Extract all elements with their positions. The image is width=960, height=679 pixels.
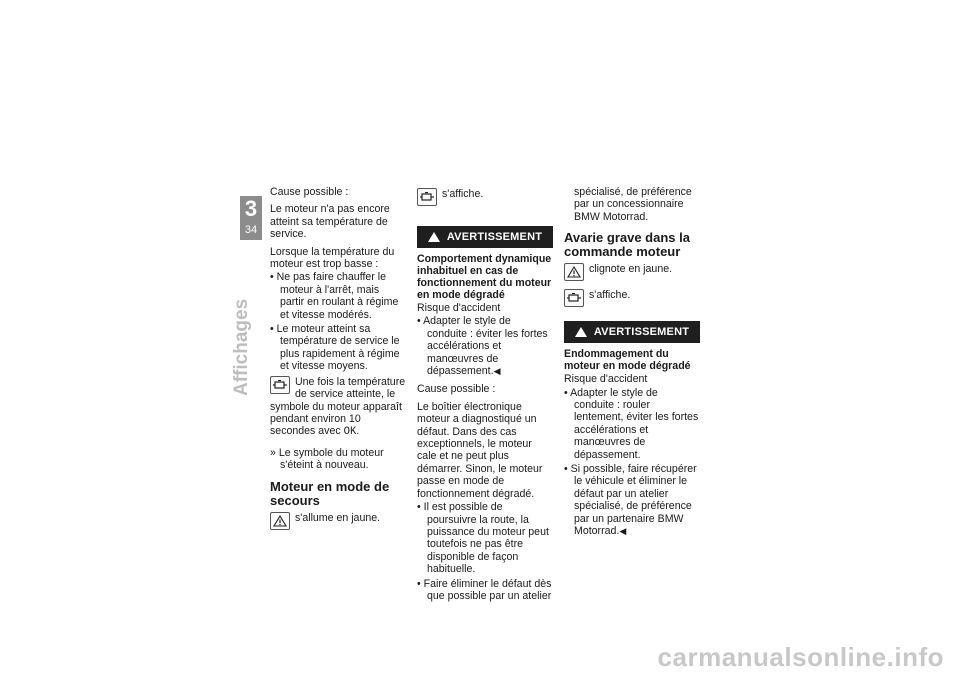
cause-text: Le moteur n'a pas encore atteint sa température de service. <box>270 203 390 241</box>
column-3 <box>564 186 700 540</box>
list-item: • Ne pas faire chauffer le moteur à l'arrêt, mais partir en roulant à régime et vitesse modérés. <box>270 271 399 321</box>
warning-title: Endommagement du moteur en mode dégradé <box>564 348 691 373</box>
warning-icon <box>428 232 440 242</box>
list-item: • Adapter le style de conduite : rouler lentement, éviter les fortes accélérations et manœuvres de dépassement. <box>564 386 699 461</box>
result-text: » Le symbole du moteur s'éteint à nouveau. <box>270 446 384 472</box>
section-title: Affichages <box>231 298 252 396</box>
warning-banner: AVERTISSEMENT <box>417 226 553 248</box>
warning-icon <box>575 327 587 337</box>
continued-text: spécialisé, de préférence par un concessionnaire BMW Motorrad. <box>574 186 692 223</box>
column-1 <box>270 186 406 534</box>
cause-heading: Cause possible : <box>417 383 496 396</box>
cause-text: Le boîtier électronique moteur a diagnostiqué un défaut. Dans des cas exceptionnels, le moteur cale et ne peut plus démarrer. Sinon, le moteur passe en mode de fonctionnement dégradé. <box>417 400 543 500</box>
risk-text: Risque d'accident <box>417 302 501 314</box>
chapter-number: 3 <box>244 196 258 221</box>
warning-line: clignote en jaune. <box>564 263 700 281</box>
warning-triangle-icon <box>564 263 584 281</box>
column-2 <box>417 186 553 604</box>
engine-icon <box>564 289 584 307</box>
engine-line: s'affiche. <box>564 289 700 307</box>
engine-icon <box>417 188 437 206</box>
page-number: 34 <box>244 224 258 236</box>
ok-text: OK <box>343 426 357 439</box>
engine-line: s'affiche. <box>417 188 553 206</box>
end-mark-icon: ◀ <box>619 526 627 537</box>
cause-heading: Cause possible : <box>270 186 349 198</box>
warning-line: s'allume en jaune. <box>270 512 406 530</box>
list-item: • Le moteur atteint sa température de service le plus rapidement à régime et vitesse moyens. <box>270 323 400 373</box>
section-heading: Avarie grave dans la commande moteur <box>564 230 690 260</box>
ok-note: Une fois la température de service atteinte, le symbole du moteur apparaît pendant environ 10 secondes avec OK. <box>270 375 406 439</box>
engine-ok-icon <box>270 376 290 394</box>
watermark: carmanualsonline.info <box>657 642 944 672</box>
warning-banner: AVERTISSEMENT <box>564 321 700 343</box>
list-item: • Si possible, faire récupérer le véhicule et éliminer le défaut par un atelier spécialisé, de préférence par un partenaire BMW Motorrad.◀ <box>564 463 697 538</box>
risk-text: Risque d'accident <box>564 373 648 386</box>
section-heading: Moteur en mode de secours <box>270 478 390 508</box>
list-item: • Adapter le style de conduite : éviter les fortes accélérations et manœuvres de dépassement.◀ <box>417 315 548 378</box>
warning-title: Comportement dynamique inhabituel en cas de fonctionnement du moteur en mode dégradé <box>417 253 552 301</box>
warning-triangle-icon <box>270 512 290 530</box>
cause-text: Lorsque la température du moteur est trop basse : <box>270 245 395 271</box>
list-item: • Faire éliminer le défaut dès que possible par un atelier <box>417 577 552 602</box>
end-mark-icon: ◀ <box>493 366 501 377</box>
list-item: • Il est possible de poursuivre la route, la puissance du moteur peut toutefois ne pas être disponible de façon habituelle. <box>417 501 549 576</box>
